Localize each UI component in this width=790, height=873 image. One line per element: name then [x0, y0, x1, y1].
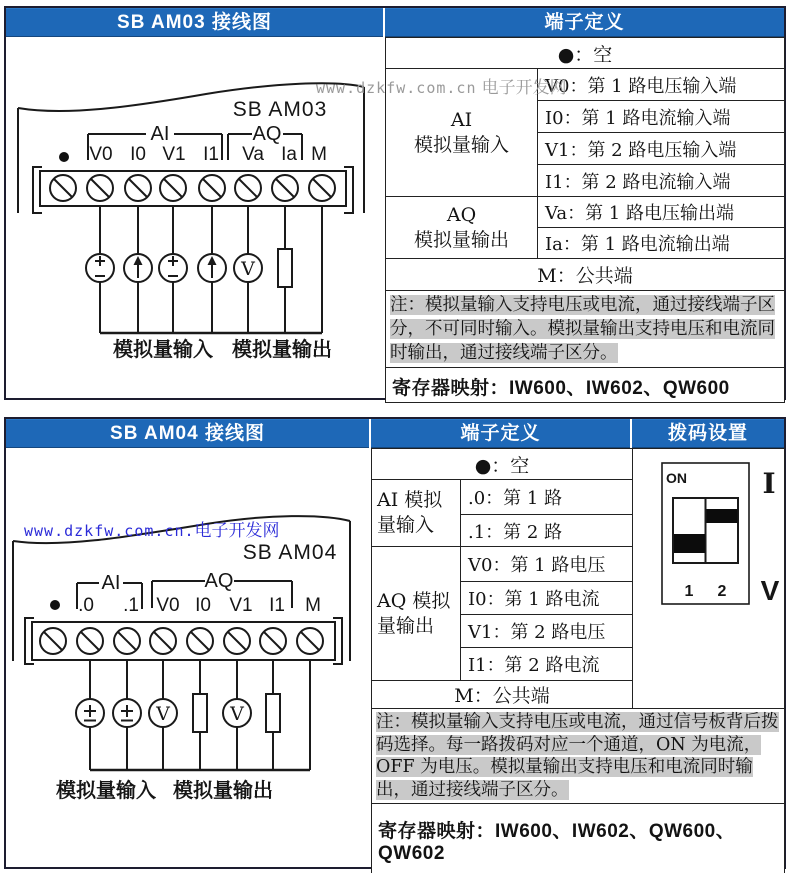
row-empty-pin: ●：空	[386, 38, 785, 69]
wiring	[90, 660, 310, 770]
watermark-site: 电子开发网	[194, 521, 280, 541]
watermark	[316, 73, 567, 98]
dip-switch-2-label: 2	[717, 583, 727, 600]
voltage-source-icon	[159, 254, 187, 282]
am04-terms-header: 端子定义	[371, 419, 630, 448]
ai-group-cell: AI 模拟量输入	[372, 480, 461, 547]
am04-terminal-table	[371, 448, 785, 873]
row-common: M：公共端	[372, 681, 633, 709]
screw-terminal-icon	[40, 628, 323, 654]
def-i0: I0：第 1 路电流输入端	[538, 101, 785, 133]
aq-group-line1: AQ	[446, 203, 477, 226]
aq-bracket-label: AQ	[204, 570, 234, 592]
dip-current-label: I	[762, 467, 776, 500]
am03-module-label: SB AM03	[232, 98, 328, 121]
note-text: 注：模拟量输入支持电压或电流，通过接线端子区分，不可同时输入。模拟量输出支持电压和电流同时输出，通过接线端子区分。	[390, 295, 775, 363]
dip-switch-1-label: 1	[684, 583, 694, 600]
row-empty-pin: ●：空	[372, 449, 633, 480]
voltmeter-icon	[234, 254, 262, 282]
caption-analog-output: 模拟量输出	[173, 780, 273, 802]
svg-text:V: V	[230, 703, 244, 725]
voltmeter-icon	[149, 699, 177, 727]
empty-pin-dot	[59, 152, 69, 162]
am03-section	[4, 6, 786, 400]
row-common: M：公共端	[386, 259, 785, 291]
load-resistor-icon	[193, 694, 207, 732]
def-ch0: .0：第 1 路	[461, 480, 633, 515]
screw-terminal-icon	[50, 175, 335, 201]
voltage-source-icon	[86, 254, 114, 282]
def-ia: Ia：第 1 路电流输出端	[538, 228, 785, 259]
pin-label: I0	[195, 595, 211, 616]
pin-label: I1	[203, 144, 219, 165]
register-mapping: 寄存器映射：IW600、IW602、QW600、QW602	[372, 804, 785, 873]
watermark-url: www.dzkfw.com.cn.	[24, 522, 195, 540]
pin-labels	[89, 144, 327, 165]
def-v0: V0：第 1 路电压	[461, 547, 633, 582]
register-mapping: 寄存器映射：IW600、IW602、QW600	[386, 368, 785, 403]
dip-switch-2-slider	[707, 509, 738, 523]
am04-wiring-diagram	[6, 448, 371, 867]
note-cell	[386, 291, 785, 368]
ai-group-line1: AI	[450, 108, 473, 131]
pin-label: Va	[242, 144, 264, 165]
pin-label: V0	[89, 144, 113, 165]
dip-switch-icon	[633, 449, 783, 703]
svg-text:V: V	[156, 703, 170, 725]
dip-voltage-label: V	[760, 575, 780, 606]
pin-label: V1	[229, 595, 253, 616]
am03-wiring-header: SB AM03 接线图	[6, 8, 383, 37]
svg-text:V: V	[241, 258, 255, 280]
pin-label: M	[305, 595, 321, 616]
aq-bracket-label: AQ	[252, 123, 282, 145]
pin-label: I0	[130, 144, 146, 165]
pin-label: .1	[123, 595, 139, 616]
def-v1: V1：第 2 路电压	[461, 615, 633, 648]
ai-bracket-label: AI	[150, 123, 170, 145]
dip-switch-1-slider	[674, 534, 705, 553]
pin-label: M	[311, 144, 327, 165]
watermark	[24, 516, 280, 541]
am04-module-label: SB AM04	[242, 541, 338, 564]
note-cell	[372, 709, 785, 804]
bipolar-source-icon	[76, 699, 104, 727]
load-resistor-icon	[266, 694, 280, 732]
aq-group-cell	[386, 197, 538, 259]
watermark-site: 电子开发网	[481, 78, 567, 98]
caption-analog-input: 模拟量输入	[113, 339, 213, 361]
pin-label: V1	[162, 144, 186, 165]
dip-setting-cell	[633, 449, 785, 709]
aq-group-line2: 模拟量输出	[413, 228, 509, 251]
def-i1: I1：第 2 路电流输入端	[538, 165, 785, 197]
voltmeter-icon	[223, 699, 251, 727]
def-i1: I1：第 2 路电流	[461, 648, 633, 681]
am04-dip-header: 拨码设置	[632, 419, 784, 448]
def-v1: V1：第 2 路电压输入端	[538, 133, 785, 165]
am04-section	[4, 417, 786, 869]
def-va: Va：第 1 路电压输出端	[538, 197, 785, 228]
def-i0: I0：第 1 路电流	[461, 582, 633, 615]
am04-wiring-header: SB AM04 接线图	[6, 419, 369, 448]
pin-labels	[78, 595, 321, 616]
bipolar-source-icon	[113, 699, 141, 727]
def-ch1: .1：第 2 路	[461, 515, 633, 547]
pin-label: .0	[78, 595, 94, 616]
load-resistor-icon	[278, 249, 292, 287]
caption-analog-input: 模拟量输入	[56, 780, 156, 802]
watermark-url: www.dzkfw.com.cn	[316, 79, 477, 97]
pin-label: Ia	[281, 144, 297, 165]
empty-pin-dot	[50, 600, 60, 610]
aq-group-cell: AQ 模拟量输出	[372, 547, 461, 681]
terminal-strip	[40, 171, 346, 206]
ai-bracket-label: AI	[101, 572, 121, 594]
dip-on-label: ON	[666, 470, 687, 486]
current-source-icon	[198, 254, 226, 282]
def-v0: V0：第 1 路电压输入端	[538, 69, 785, 101]
terminal-strip	[32, 622, 335, 660]
pin-label: V0	[156, 595, 180, 616]
ai-group-line2: 模拟量输入	[413, 133, 509, 156]
note-text: 注：模拟量输入支持电压或电流，通过信号板背后拨码选择。每一路拨码对应一个通道，ON 为电流，OFF 为电压。模拟量输出支持电压和电流同时输出，通过接线端子区分。	[376, 712, 779, 800]
pin-label: I1	[269, 595, 285, 616]
current-source-icon	[124, 254, 152, 282]
caption-analog-output: 模拟量输出	[232, 339, 332, 361]
am03-terms-header: 端子定义	[385, 8, 784, 37]
